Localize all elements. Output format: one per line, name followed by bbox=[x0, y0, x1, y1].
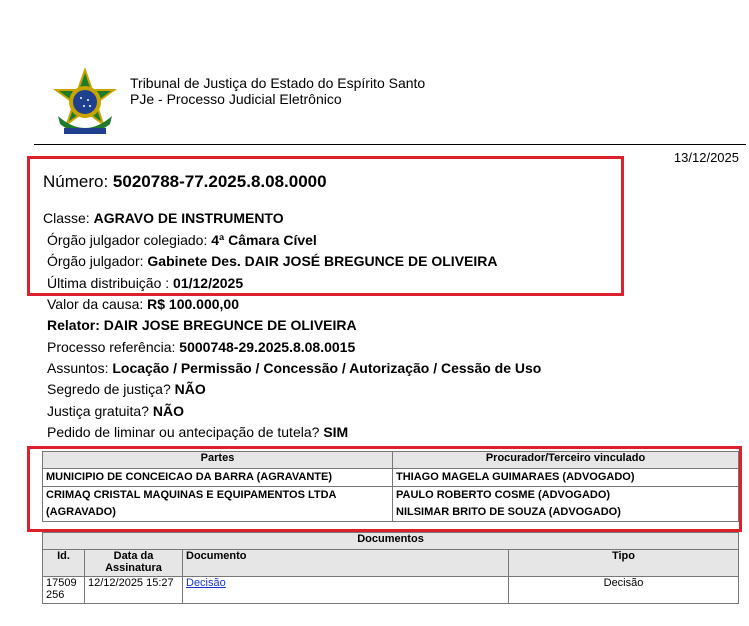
procurador-name: NILSIMAR BRITO DE SOUZA (ADVOGADO) bbox=[396, 506, 621, 518]
segredo-line bbox=[47, 381, 206, 397]
referencia-line bbox=[47, 339, 355, 355]
gratuita-value: NÃO bbox=[152, 403, 184, 419]
relator-line bbox=[47, 317, 357, 333]
liminar-line bbox=[47, 424, 348, 440]
liminar-value: SIM bbox=[323, 424, 349, 440]
documentos-table bbox=[42, 532, 739, 604]
referencia-value: 5000748-29.2025.8.08.0015 bbox=[179, 339, 356, 355]
doc-cell bbox=[183, 577, 509, 604]
distribuicao-value: 01/12/2025 bbox=[173, 275, 244, 291]
documentos-header-row bbox=[43, 550, 739, 577]
procurador-col-header: Procurador/Terceiro vinculado bbox=[393, 452, 739, 469]
classe-label: Classe: bbox=[43, 210, 90, 226]
classe-value: AGRAVO DE INSTRUMENTO bbox=[93, 210, 284, 226]
parte-cell: CRIMAQ CRISTAL MAQUINAS E EQUIPAMENTOS LTDA (AGRAVADO) bbox=[43, 487, 393, 522]
partes-header-row bbox=[43, 452, 739, 469]
table-row bbox=[43, 487, 739, 522]
court-name: Tribunal de Justiça do Estado do Espírito Santo bbox=[130, 75, 426, 91]
relator-value: Relator: DAIR JOSE BREGUNCE DE OLIVEIRA bbox=[47, 317, 357, 333]
documentos-title: Documentos bbox=[43, 533, 739, 550]
referencia-label: Processo referência: bbox=[47, 339, 176, 355]
orgao-label: Órgão julgador: bbox=[47, 253, 144, 269]
orgao-colegiado-label: Órgão julgador colegiado: bbox=[47, 232, 208, 248]
segredo-label: Segredo de justiça? bbox=[47, 381, 171, 397]
valor-label: Valor da causa: bbox=[47, 296, 144, 312]
documento-col-header: Documento bbox=[183, 550, 509, 577]
segredo-value: NÃO bbox=[174, 381, 206, 397]
orgao-value: Gabinete Des. DAIR JOSÉ BREGUNCE DE OLIVEIRA bbox=[147, 253, 498, 269]
partes-col-header: Partes bbox=[43, 452, 393, 469]
assuntos-value: Locação / Permissão / Concessão / Autorização / Cessão de Uso bbox=[112, 360, 542, 376]
valor-line bbox=[47, 296, 239, 312]
report-date: 13/12/2025 bbox=[673, 150, 739, 165]
procurador-cell bbox=[393, 487, 739, 522]
process-number-line bbox=[43, 172, 327, 192]
documentos-title-row bbox=[43, 533, 739, 550]
process-number: 5020788-77.2025.8.08.0000 bbox=[112, 172, 327, 191]
doc-date: 12/12/2025 15:27 bbox=[85, 577, 183, 604]
doc-type: Decisão bbox=[509, 577, 739, 604]
process-number-label: Número: bbox=[43, 172, 109, 191]
gratuita-line bbox=[47, 403, 184, 419]
id-col-header: Id. bbox=[43, 550, 85, 577]
tipo-col-header: Tipo bbox=[509, 550, 739, 577]
header-divider bbox=[34, 144, 746, 145]
distribuicao-label: Última distribuição : bbox=[47, 275, 170, 291]
orgao-colegiado-value: 4ª Câmara Cível bbox=[211, 232, 317, 248]
liminar-label: Pedido de liminar ou antecipação de tutela? bbox=[47, 424, 320, 440]
parte-cell: MUNICIPIO DE CONCEICAO DA BARRA (AGRAVANTE) bbox=[43, 469, 393, 487]
gratuita-label: Justiça gratuita? bbox=[47, 403, 149, 419]
doc-id: 17509 256 bbox=[43, 577, 85, 604]
procurador-cell: THIAGO MAGELA GUIMARAES (ADVOGADO) bbox=[393, 469, 739, 487]
brasao-emblem bbox=[50, 68, 120, 140]
procurador-name: PAULO ROBERTO COSME (ADVOGADO) bbox=[396, 489, 611, 501]
decisao-link[interactable]: Decisão bbox=[186, 577, 226, 589]
partes-table bbox=[42, 451, 739, 522]
orgao-line bbox=[47, 253, 497, 269]
orgao-colegiado-line bbox=[47, 232, 317, 248]
valor-value: R$ 100.000,00 bbox=[147, 296, 239, 312]
system-name: PJe - Processo Judicial Eletrônico bbox=[130, 91, 342, 107]
table-row bbox=[43, 577, 739, 604]
distribuicao-line bbox=[47, 275, 243, 291]
assuntos-label: Assuntos: bbox=[47, 360, 109, 376]
table-row bbox=[43, 469, 739, 487]
classe-line bbox=[43, 210, 284, 226]
assuntos-line bbox=[47, 360, 541, 376]
data-col-header: Data da Assinatura bbox=[85, 550, 183, 577]
